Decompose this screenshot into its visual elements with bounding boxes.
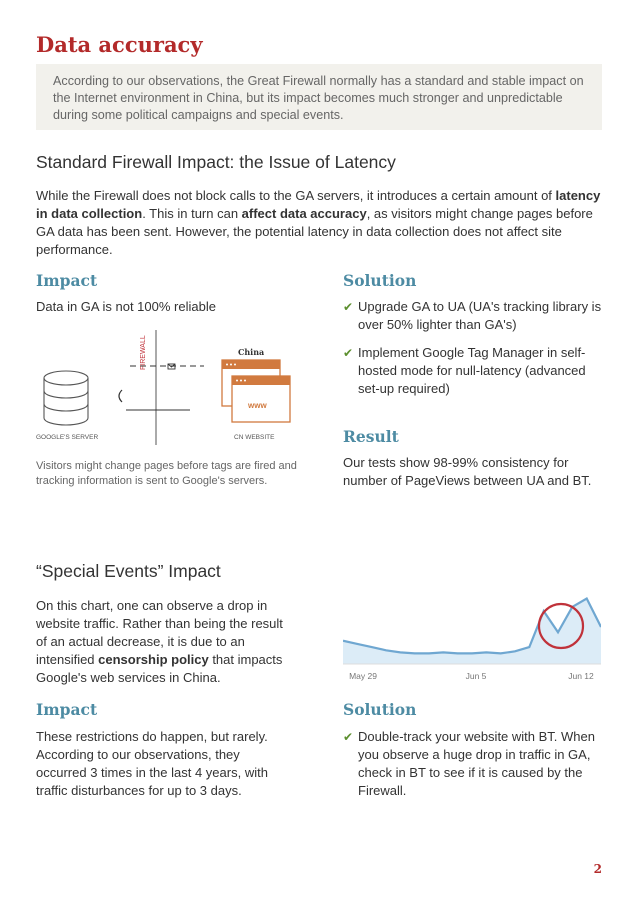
arc-mark — [119, 390, 122, 402]
solution-heading-2: Solution — [343, 700, 417, 719]
result-heading: Result — [343, 427, 399, 446]
website-label: CN WEBSITE — [234, 434, 275, 441]
solution-item — [343, 728, 605, 800]
intro-text: According to our observations, the Great Firewall normally has a standard and stable impact on the Internet environment in China, but its impact becomes much stronger and unpredictable during some political campaigns and special events. — [53, 74, 584, 122]
www-label: www — [248, 401, 267, 410]
section2-bold-censorship: censorship policy — [98, 652, 209, 667]
firewall-diagram — [36, 330, 296, 445]
section2-paragraph — [36, 597, 286, 687]
solution-heading-1: Solution — [343, 271, 417, 290]
firewall-label: FIREWALL — [140, 335, 147, 370]
browser-window-front — [232, 376, 290, 422]
traffic-chart — [343, 580, 601, 684]
page-title: Data accuracy — [36, 32, 203, 57]
solution-item-text: Upgrade GA to UA (UA's tracking library is over 50% lighter than GA's) — [358, 299, 602, 332]
section2-para-a: On this chart, one can observe a drop in website traffic. Rather than being the result of an actual decrease, it is due to an intensified — [36, 598, 283, 667]
section1-title: Standard Firewall Impact: the Issue of Latency — [36, 152, 396, 172]
result-text: Our tests show 98-99% consistency for number of PageViews between UA and BT. — [343, 455, 592, 488]
section2-title: “Special Events” Impact — [36, 561, 221, 581]
section1-para-b: . This in turn can — [142, 206, 242, 221]
solution-item — [343, 298, 605, 334]
server-icon — [44, 371, 88, 425]
section1-para-a: While the Firewall does not block calls to the GA servers, it introduces a certain amount of — [36, 188, 556, 203]
china-label: China — [238, 347, 265, 357]
x-tick-label: Jun 12 — [568, 671, 594, 681]
traffic-chart-svg — [343, 580, 601, 684]
solution-list-1 — [343, 298, 605, 398]
section2-para-b: that impacts Google's web services in China. — [36, 652, 283, 685]
page-number: 2 — [593, 862, 602, 876]
server-label: GOOGLE'S SERVER — [36, 434, 99, 441]
x-tick-label: Jun 5 — [465, 671, 487, 681]
impact-heading-2: Impact — [36, 700, 98, 719]
section1-para-c: , as visitors might change pages before GA data has been sent. However, the potential latency in data collection does not affect site performance. — [36, 206, 593, 257]
solution-item — [343, 344, 605, 398]
impact-heading-1: Impact — [36, 271, 98, 290]
section1-bold-accuracy: affect data accuracy — [241, 206, 367, 221]
solution-item-text: Double-track your website with BT. When you observe a huge drop in traffic in GA, check in BT to see if it is caused by the Firewall. — [358, 729, 595, 798]
impact-text-2: These restrictions do happen, but rarely. According to our observations, they occurred 3 times in the last 4 years, with traffic disturbances for up to 3 days. — [36, 729, 268, 798]
checkmark-icon: ✔ — [343, 300, 354, 314]
section1-bold-latency: latency in data collection — [36, 188, 601, 221]
solution-item-text: Implement Google Tag Manager in self-hosted mode for null-latency (advanced set-up required) — [358, 345, 586, 396]
checkmark-icon: ✔ — [343, 730, 354, 744]
intro-callout — [36, 64, 602, 130]
solution-list-2 — [343, 728, 605, 800]
checkmark-icon: ✔ — [343, 346, 354, 360]
impact-text-1: Data in GA is not 100% reliable — [36, 299, 216, 314]
x-tick-label: May 29 — [349, 671, 377, 681]
diagram-caption: Visitors might change pages before tags are fired and tracking information is sent to Google's servers. — [36, 460, 297, 487]
section1-paragraph — [36, 187, 602, 259]
